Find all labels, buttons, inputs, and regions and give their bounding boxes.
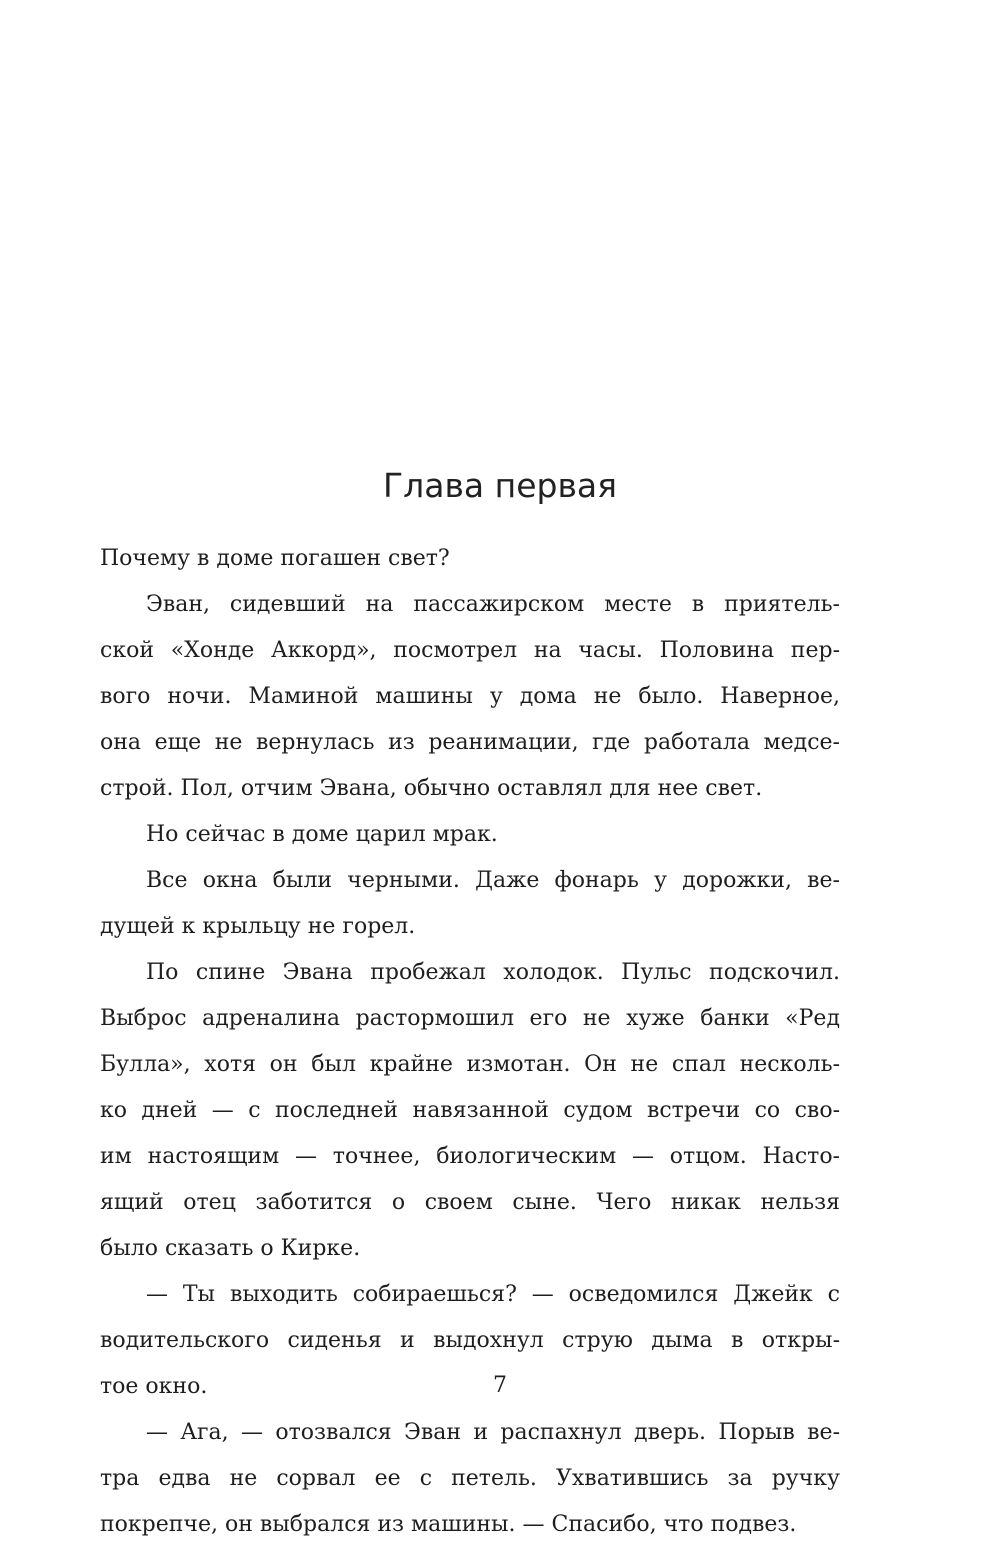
text-line: — Ага, — отозвался Эван и распахнул дверь. Порыв ве- xyxy=(146,1420,840,1445)
text-line: было сказать о Кирке. xyxy=(100,1236,361,1261)
text-line: дущей к крыльцу не горел. xyxy=(100,914,416,939)
text-line: — Ты выходить собираешься? — осведомился Джейк с xyxy=(146,1282,840,1307)
text-line: ящий отец заботится о своем сыне. Чего никак нельзя xyxy=(100,1190,840,1215)
text-line: Но сейчас в доме царил мрак. xyxy=(146,822,498,847)
text-line: Эван, сидевший на пассажирском месте в приятель- xyxy=(146,592,840,617)
page-number: 7 xyxy=(493,1373,507,1398)
text-line: вого ночи. Маминой машины у дома не было. Наверное, xyxy=(100,684,840,709)
text-line: ко дней — с последней навязанной судом встречи со сво- xyxy=(100,1098,840,1123)
text-line: Все окна были черными. Даже фонарь у дорожки, ве- xyxy=(146,868,840,893)
text-line: водительского сиденья и выдохнул струю дыма в откры- xyxy=(100,1328,840,1353)
text-line: По спине Эвана пробежал холодок. Пульс подскочил. xyxy=(146,960,840,985)
text-line: она еще не вернулась из реанимации, где работала медсе- xyxy=(100,730,840,755)
text-line: Почему в доме погашен свет? xyxy=(100,546,450,571)
text-line: Выброс адреналина растормошил его не хуже банки «Ред xyxy=(100,1006,840,1031)
text-line: тое окно. xyxy=(100,1374,208,1399)
text-line: покрепче, он выбрался из машины. — Спасибо, что подвез. xyxy=(100,1512,797,1537)
text-line: Булла», хотя он был крайне измотан. Он не спал несколь- xyxy=(100,1052,840,1077)
text-line: им настоящим — точнее, биологическим — отцом. Насто- xyxy=(100,1144,840,1169)
text-line: ской «Хонде Аккорд», посмотрел на часы. Половина пер- xyxy=(100,638,840,663)
chapter-title: Глава первая xyxy=(383,466,617,505)
text-line: строй. Пол, отчим Эвана, обычно оставлял для нее свет. xyxy=(100,776,763,801)
text-line: тра едва не сорвал ее с петель. Ухватившись за ручку xyxy=(100,1466,840,1491)
